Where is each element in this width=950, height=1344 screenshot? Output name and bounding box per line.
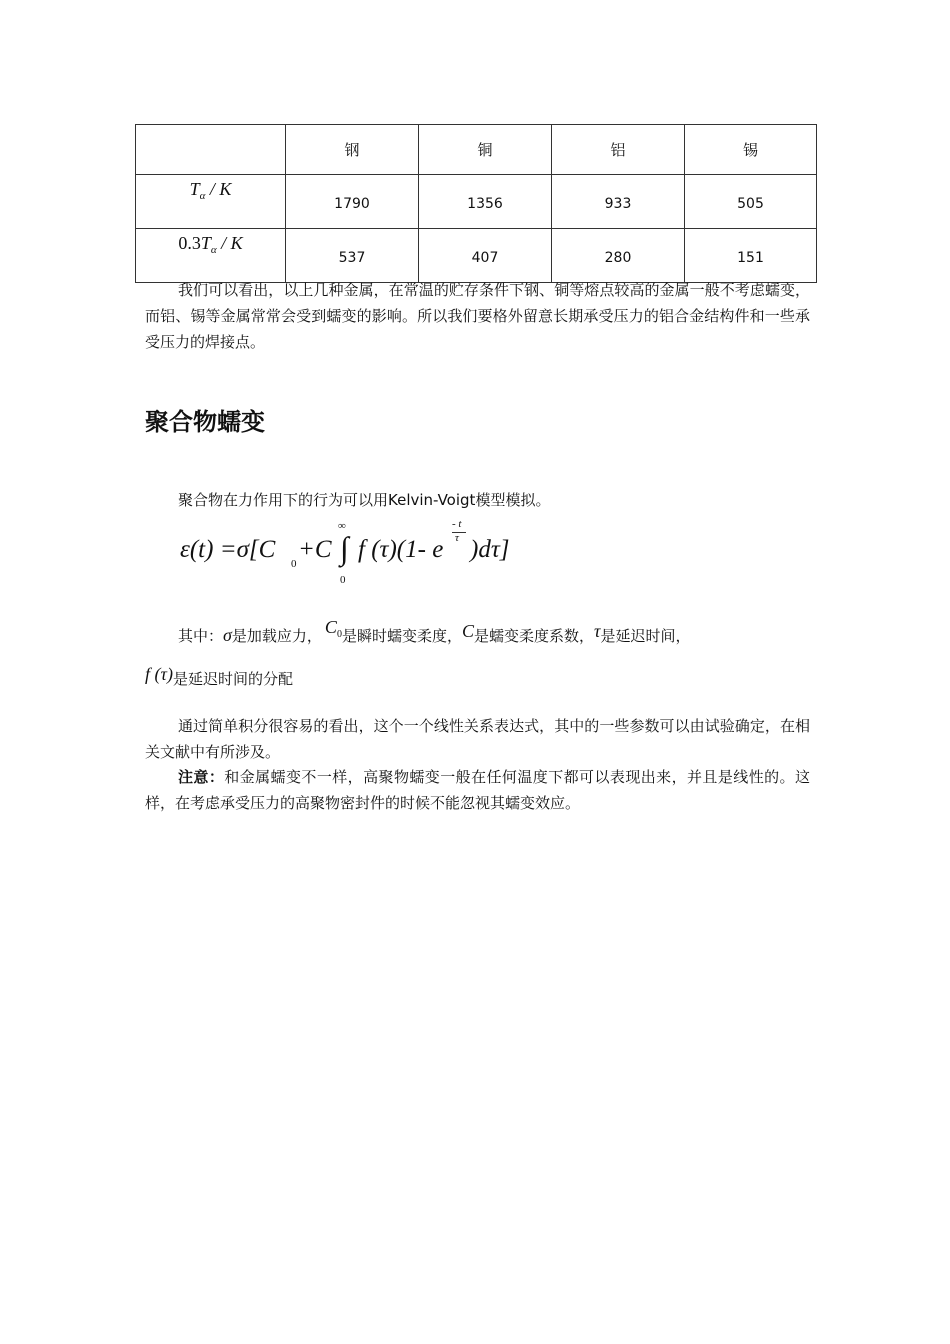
c0-definition: 是瞬时蠕变柔度， — [341, 627, 462, 645]
note-paragraph — [145, 764, 810, 816]
table-row — [136, 229, 817, 283]
tau-symbol: τ — [593, 621, 601, 641]
coefficient: 0.3 — [178, 233, 201, 253]
integral-lower-limit: 0 — [340, 574, 346, 586]
metal-creep-paragraph: 我们可以看出，以上几种金属，在常温的贮存条件下钢、铜等熔点较高的金属一般不考虑蠕变，而铝、锡等金属常常会受到蠕变的影响。所以我们要格外留意长期承受压力的铝合金结构件和一些承受压力的焊接点。 — [145, 281, 810, 351]
table-cell: 1356 — [419, 175, 552, 229]
unit-k: / K — [216, 233, 243, 253]
symbol-t: T — [189, 179, 200, 199]
model-name: Kelvin-Voigt — [388, 491, 476, 509]
intro-text: 聚合物在力作用下的行为可以用 — [178, 491, 389, 509]
formula-lhs: ε(t) =σ[C — [180, 536, 276, 563]
note-label: 注意： — [178, 768, 225, 786]
symbol-alpha-sub: α — [199, 190, 206, 202]
row-label-creep-temp — [136, 229, 286, 283]
where-lead: 其中： — [178, 627, 224, 645]
symbol-t: T — [200, 233, 211, 253]
note-text: 和金属蠕变不一样，高聚物蠕变一般在任何温度下都可以表现出来，并且是线性的。这样，在考虑承受压力的高聚物密封件的时候不能忽视其蠕变效应。 — [145, 768, 810, 812]
table-cell: 151 — [685, 229, 817, 283]
table-cell: 407 — [419, 229, 552, 283]
integral-upper-limit: ∞ — [338, 520, 346, 532]
formula-body: f (τ)(1- e — [358, 536, 444, 563]
table-header-steel: 钢 — [286, 125, 419, 175]
c0-symbol: C — [324, 617, 337, 637]
unit-k: / K — [205, 179, 232, 199]
table-row — [136, 175, 817, 229]
formula-middle: +C — [298, 536, 332, 563]
c-definition: 是蠕变柔度系数， — [473, 627, 594, 645]
table-cell: 537 — [286, 229, 419, 283]
table-cell: 505 — [685, 175, 817, 229]
tau-definition: 是延迟时间， — [600, 627, 691, 645]
table-cell: 933 — [552, 175, 685, 229]
c0-sub: 0 — [336, 629, 342, 640]
section-title: 聚合物蠕变 — [145, 408, 265, 436]
table-header-cell — [136, 125, 286, 175]
sigma-symbol: σ — [223, 625, 232, 645]
table-header-copper: 铜 — [419, 125, 552, 175]
ftau-definition: 是延迟时间的分配 — [172, 670, 293, 688]
ftau-definition-line — [145, 665, 810, 692]
ftau-symbol: f (τ) — [145, 664, 173, 684]
intro-text-end: 模型模拟。 — [475, 491, 551, 509]
table-header-tin: 锡 — [685, 125, 817, 175]
sigma-definition: 是加载应力， — [231, 627, 322, 645]
table-cell: 280 — [552, 229, 685, 283]
table-cell: 1790 — [286, 175, 419, 229]
table-header-aluminum: 铝 — [552, 125, 685, 175]
exponent-numerator: - t — [452, 518, 462, 530]
formula-tail: )dτ] — [470, 536, 510, 563]
integral-sign: ∫ — [340, 530, 349, 566]
symbol-definitions — [145, 617, 810, 652]
table-header-row — [136, 125, 817, 175]
symbol-alpha-sub: α — [210, 244, 217, 256]
c-symbol: C — [461, 621, 474, 641]
formula-c0-sub: 0 — [291, 558, 297, 570]
melting-point-table — [135, 124, 817, 283]
exponent-denominator: τ — [455, 532, 459, 544]
linearity-paragraph: 通过简单积分很容易的看出，这个一个线性关系表达式，其中的一些参数可以由试验确定，在相关文献中有所涉及。 — [145, 717, 810, 761]
row-label-melting-temp — [136, 175, 286, 229]
creep-formula — [180, 520, 540, 588]
intro-paragraph — [145, 487, 810, 513]
